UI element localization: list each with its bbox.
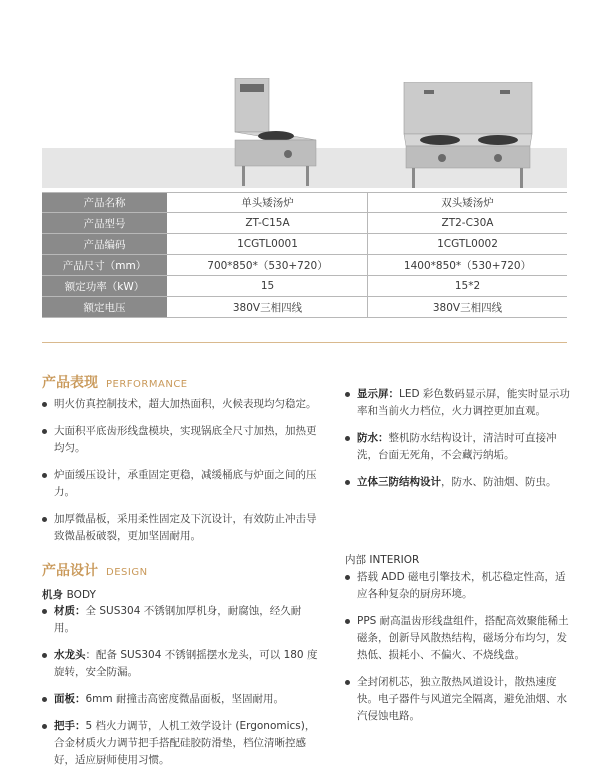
item-key: 面板： bbox=[54, 693, 86, 705]
item-text: 全 SUS304 不锈钢加厚机身，耐腐蚀，经久耐用。 bbox=[54, 605, 302, 634]
spec-value: 单头矮汤炉 bbox=[168, 193, 368, 212]
spec-row bbox=[42, 255, 567, 276]
list-item: 明火仿真控制技术，超大加热面积，火候表现均匀稳定。 bbox=[42, 396, 322, 413]
spec-row bbox=[42, 276, 567, 297]
performance-title-cn: 产品表现 bbox=[42, 375, 98, 391]
item-key: 水龙头 bbox=[54, 649, 86, 661]
item-key: 立体三防结构设计 bbox=[357, 476, 441, 488]
spec-row bbox=[42, 213, 567, 234]
list-item bbox=[345, 474, 570, 491]
design-title-en: DESIGN bbox=[106, 567, 148, 578]
body-subtitle bbox=[42, 587, 96, 602]
list-item: 全封闭机芯，独立散热风道设计，散热速度快。电子器件与风道完全隔离，避免油烟、水汽侵蚀电路。 bbox=[345, 674, 570, 725]
list-item: 炉面缓压设计，承重固定更稳，减缓桶底与炉面之间的压力。 bbox=[42, 467, 322, 501]
spec-value: 1CGTL0002 bbox=[437, 238, 498, 250]
design-title bbox=[42, 560, 148, 580]
item-text: 6mm 耐撞击高密度微晶面板，坚固耐用。 bbox=[85, 693, 284, 705]
item-text: ，防水、防油烟、防虫。 bbox=[441, 476, 557, 488]
item-text: 整机防水结构设计，清洁时可直接冲洗，台面无死角，不会藏污纳垢。 bbox=[357, 432, 557, 461]
item-key: 把手： bbox=[54, 720, 86, 732]
performance-list bbox=[42, 396, 322, 555]
design-title-cn: 产品设计 bbox=[42, 563, 98, 579]
spec-value: 15 bbox=[168, 276, 368, 296]
spec-row bbox=[42, 234, 567, 255]
features-list bbox=[345, 386, 570, 501]
interior-list bbox=[345, 569, 570, 735]
spec-label: 产品编码 bbox=[42, 234, 168, 254]
list-item bbox=[42, 691, 322, 708]
spec-label: 产品型号 bbox=[42, 213, 168, 233]
body-label-en: BODY bbox=[66, 589, 96, 601]
spec-value: 380V三相四线 bbox=[432, 301, 503, 314]
spec-row bbox=[42, 192, 567, 213]
interior-label-en: INTERIOR bbox=[369, 554, 420, 566]
spec-value: 1400*850*（530+720） bbox=[403, 259, 532, 272]
single-stove-image bbox=[230, 78, 320, 190]
spec-value: 15*2 bbox=[454, 280, 481, 292]
body-label: 机身 bbox=[42, 589, 63, 601]
performance-title-en: PERFORMANCE bbox=[106, 379, 188, 390]
item-text: ：配备 SUS304 不锈钢摇摆水龙头，可以 180 度旋转，安全防漏。 bbox=[54, 649, 318, 678]
list-item: 大面积平底齿形线盘模块，实现锅底全尺寸加热，加热更均匀。 bbox=[42, 423, 322, 457]
spec-label: 额定功率（kW） bbox=[42, 276, 168, 296]
spec-label: 产品名称 bbox=[42, 193, 168, 212]
interior-subtitle bbox=[345, 552, 419, 567]
spec-value: 380V三相四线 bbox=[168, 297, 368, 317]
spec-value: ZT2-C30A bbox=[441, 217, 494, 229]
spec-label: 额定电压 bbox=[42, 297, 168, 317]
performance-title bbox=[42, 372, 188, 392]
list-item bbox=[345, 386, 570, 420]
item-text: 5 档火力调节，人机工效学设计 (Ergonomics)，合金材质火力调节把手搭配硅胶防滑垫，档位清晰控感好，适应厨师使用习惯。 bbox=[54, 720, 316, 766]
double-stove-image bbox=[402, 82, 534, 190]
list-item bbox=[42, 603, 322, 637]
body-list bbox=[42, 603, 322, 779]
spec-value: 1CGTL0001 bbox=[168, 234, 368, 254]
item-key: 显示屏： bbox=[357, 388, 399, 400]
item-text: LED 彩色数码显示屏，能实时显示功率和当前火力档位，火力调控更加直观。 bbox=[357, 388, 570, 417]
interior-label: 内部 bbox=[345, 554, 366, 566]
spec-value: ZT-C15A bbox=[168, 213, 368, 233]
spec-row bbox=[42, 297, 567, 318]
list-item bbox=[42, 647, 322, 681]
spec-value: 双头矮汤炉 bbox=[441, 197, 494, 209]
item-key: 材质： bbox=[54, 605, 86, 617]
list-item bbox=[345, 430, 570, 464]
list-item: PPS 耐高温齿形线盘组件，搭配高效聚能稀土磁条，创新导风散热结构，磁场分布均匀，发热低、损耗小、不偏火、不烧线盘。 bbox=[345, 613, 570, 664]
spec-label: 产品尺寸（mm） bbox=[42, 255, 168, 275]
list-item: 加厚微晶板，采用柔性固定及下沉设计，有效防止冲击导致微晶板破裂，更加坚固耐用。 bbox=[42, 511, 322, 545]
item-key: 防水： bbox=[357, 432, 389, 444]
list-item bbox=[42, 718, 322, 769]
section-divider bbox=[42, 342, 567, 343]
spec-table bbox=[42, 192, 567, 318]
spec-value: 700*850*（530+720） bbox=[168, 255, 368, 275]
list-item: 搭载 ADD 磁电引擎技术，机芯稳定性高，适应各种复杂的厨房环境。 bbox=[345, 569, 570, 603]
